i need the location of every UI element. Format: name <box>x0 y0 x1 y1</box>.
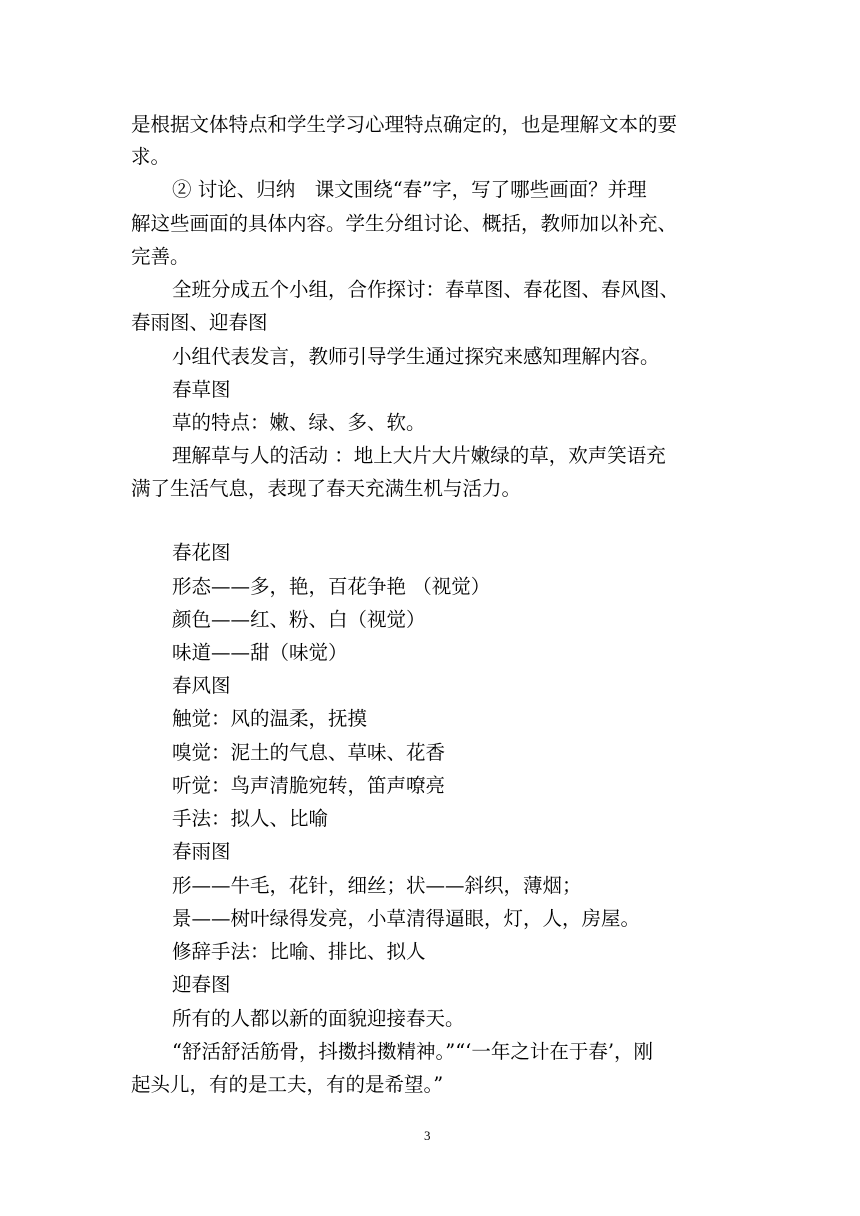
text-line: 解这些画面的具体内容。学生分组讨论、概括，教师加以补充、 <box>131 212 678 235</box>
text-line: 春风图 <box>172 674 231 697</box>
text-line: 全班分成五个小组，合作探讨：春草图、春花图、春风图、 <box>172 278 680 301</box>
text-line: 小组代表发言，教师引导学生通过探究来感知理解内容。 <box>172 345 660 368</box>
text-line: 所有的人都以新的面貌迎接春天。 <box>172 1007 465 1030</box>
text-line: 春花图 <box>172 541 231 564</box>
text-line: 修辞手法：比喻、排比、拟人 <box>172 940 426 963</box>
text-line: 是根据文体特点和学生学习心理特点确定的，也是理解文本的要 <box>131 113 678 136</box>
text-line: 触觉：风的温柔，抚摸 <box>172 707 368 730</box>
text-line: 形态——多，艳，百花争艳 （视觉） <box>172 575 491 598</box>
text-line: 春草图 <box>172 378 231 401</box>
text-line: 景——树叶绿得发亮，小草清得逼眼，灯，人，房屋。 <box>172 907 641 930</box>
page-number: 3 <box>424 1128 431 1143</box>
text-line: ② 讨论、归纳 课文围绕“春”字，写了哪些画面？并理 <box>172 178 647 201</box>
text-line: 春雨图、迎春图 <box>131 311 268 334</box>
text-line: 形——牛毛，花针，细丝；状——斜织，薄烟； <box>172 874 582 897</box>
text-line: “舒活舒活筋骨，抖擞抖擞精神。”“‘一年之计在于春’，刚 <box>172 1040 654 1063</box>
text-line: 草的特点：嫩、绿、多、软。 <box>172 411 426 434</box>
text-line: 理解草与人的活动 ：地上大片大片嫩绿的草，欢声笑语充 <box>172 444 666 467</box>
text-line: 嗅觉：泥土的气息、草味、花香 <box>172 741 446 764</box>
text-line: 听觉：鸟声清脆宛转，笛声嘹亮 <box>172 774 446 797</box>
text-line: 颜色——红、粉、白（视觉） <box>172 608 426 631</box>
text-line: 春雨图 <box>172 840 231 863</box>
text-line: 手法：拟人、比喻 <box>172 807 329 830</box>
text-line: 起头儿，有的是工夫，有的是希望。” <box>131 1073 444 1096</box>
text-line: 求。 <box>131 145 171 168</box>
text-line: 完善。 <box>131 245 190 268</box>
text-line: 味道——甜（味觉） <box>172 641 348 664</box>
text-line: 满了生活气息，表现了春天充满生机与活力。 <box>131 477 522 500</box>
text-line: 迎春图 <box>172 973 231 996</box>
